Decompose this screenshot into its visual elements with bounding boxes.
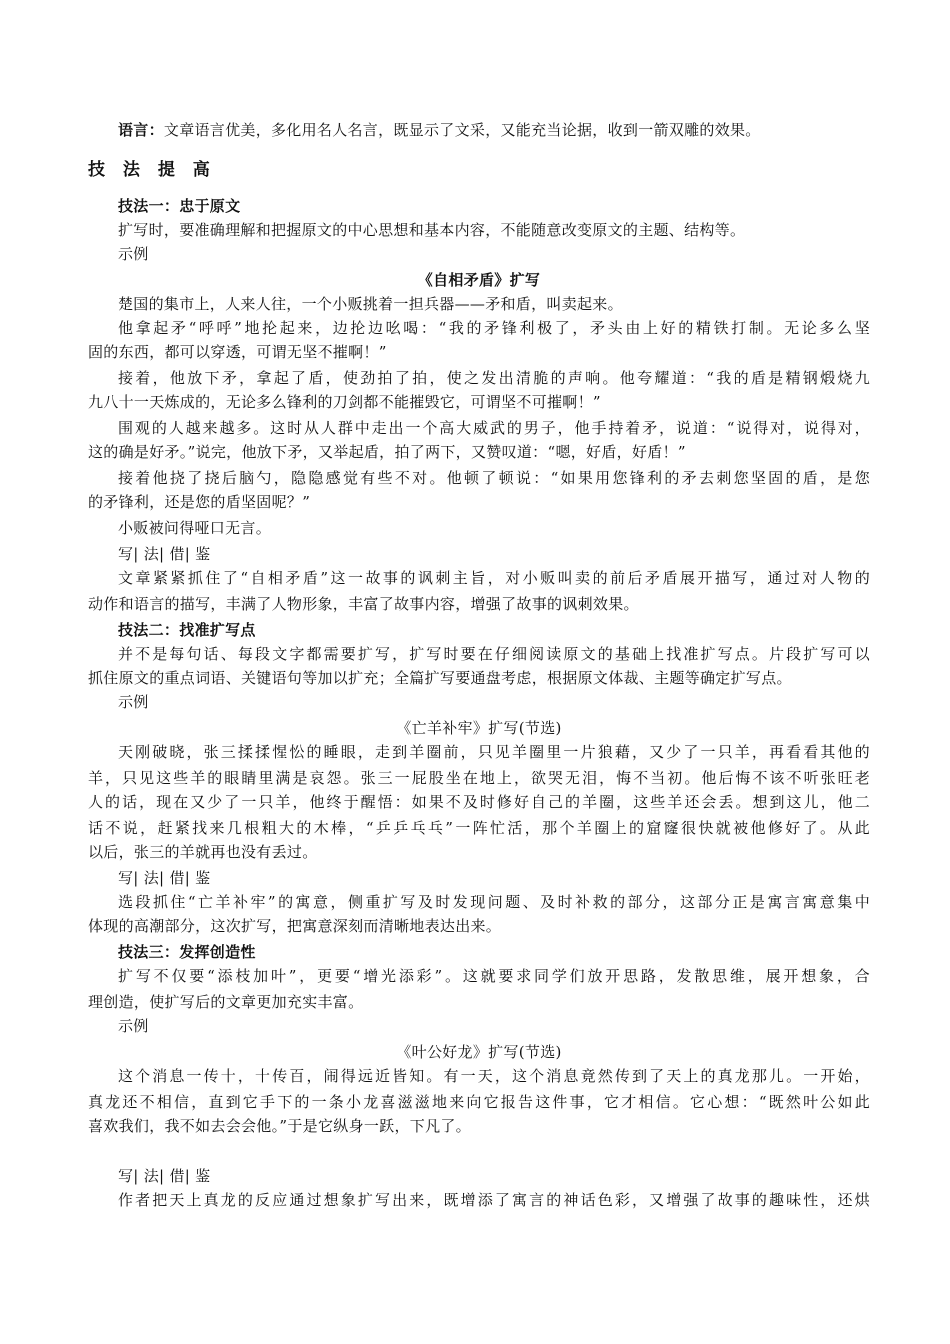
- story-line: 天刚破晓，张三揉揉惺忪的睡眼，走到羊圈前，只见羊圈里一片狼藉，又少了一只羊，再看看其他的: [118, 743, 870, 761]
- technique2-heading: 技法二：找准扩写点: [118, 621, 256, 639]
- technique3-review-label: 写| 法| 借| 鉴: [118, 1167, 211, 1185]
- technique1-example-title: 《自相矛盾》扩写: [417, 271, 541, 289]
- intro-paragraph: [118, 118, 870, 142]
- technique2-example-title: 《亡羊补牢》扩写(节选): [396, 719, 562, 737]
- story-line: 喜欢我们，我不如去会会他。”于是它纵身一跃，下凡了。: [88, 1117, 471, 1135]
- technique3-example-label: 示例: [118, 1017, 149, 1035]
- review-line: 作者把天上真龙的反应通过想象扩写出来，既增添了寓言的神话色彩，又增强了故事的趣味性，还烘: [118, 1191, 870, 1209]
- technique1-example-label: 示例: [118, 245, 149, 263]
- technique3-example-title: 《叶公好龙》扩写(节选): [396, 1043, 562, 1061]
- technique1-heading: 技法一：忠于原文: [118, 197, 241, 215]
- story-line: 接着他挠了挠后脑勺，隐隐感觉有些不对。他顿了顿说：“如果用您锋利的矛去刺您坚固的盾，是您: [118, 469, 870, 487]
- technique1-desc: 扩写时，要准确理解和把握原文的中心思想和基本内容，不能随意改变原文的主题、结构等。: [118, 221, 746, 239]
- story-line: 接着，他放下矛，拿起了盾，使劲拍了拍，使之发出清脆的声响。他夸耀道：“我的盾是精钢煅烧九: [118, 369, 870, 387]
- technique2-example-label: 示例: [118, 693, 149, 711]
- story-line: 小贩被问得哑口无言。: [118, 519, 272, 537]
- story-line: 人的话，现在又少了一只羊，他终于醒悟：如果不及时修好自己的羊圈，这些羊还会丢。想到这儿，他二: [88, 793, 870, 811]
- story-line: 九八十一天炼成的，无论多么锋利的刀剑都不能摧毁它，可谓坚不可摧啊！”: [88, 393, 601, 411]
- review-line: 动作和语言的描写，丰满了人物形象，丰富了故事内容，增强了故事的讽刺效果。: [88, 595, 639, 613]
- desc-line: 理创造，使扩写后的文章更加充实丰富。: [88, 993, 364, 1011]
- review-line: 文章紧紧抓住了“自相矛盾”这一故事的讽刺主旨，对小贩叫卖的前后矛盾展开描写，通过对人物的: [118, 569, 870, 587]
- desc-line: 扩写不仅要“添枝加叶”，更要“增光添彩”。这就要求同学们放开思路，发散思维，展开想象，合: [118, 967, 870, 985]
- story-line: 以后，张三的羊就再也没有丢过。: [88, 843, 318, 861]
- story-line: 固的东西，都可以穿透，可谓无坚不摧啊！”: [88, 343, 387, 361]
- story-line: 这个消息一传十，十传百，闹得远近皆知。有一天，这个消息竟然传到了天上的真龙那儿。一开始，: [118, 1067, 870, 1085]
- story-line: 话不说，赶紧找来几根粗大的木棒，“乒乒乓乓”一阵忙活，那个羊圈上的窟窿很快就被他修好了。从此: [88, 819, 870, 837]
- intro-text: 文章语言优美，多化用名人名言，既显示了文采，又能充当论据，收到一箭双雕的效果。: [163, 121, 761, 139]
- intro-label: 语言：: [118, 121, 164, 139]
- technique2-review-label: 写| 法| 借| 鉴: [118, 869, 211, 887]
- story-line: 围观的人越来越多。这时从人群中走出一个高大威武的男子，他手持着矛，说道：“说得对，说得对，: [118, 419, 870, 437]
- review-line: 选段抓住“亡羊补牢”的寓意，侧重扩写及时发现问题、及时补救的部分，这部分正是寓言寓意集中: [118, 893, 870, 911]
- story-line: 真龙还不相信，直到它手下的一条小龙喜滋滋地来向它报告这件事，它才相信。它心想：“既然叶公如此: [88, 1093, 870, 1111]
- section-title: 技 法 提 高: [88, 160, 216, 180]
- story-line: 羊，只见这些羊的眼睛里满是哀怨。张三一屁股坐在地上，欲哭无泪，悔不当初。他后悔不该不听张旺老: [88, 769, 870, 787]
- story-line: 楚国的集市上，人来人往，一个小贩挑着一担兵器——矛和盾，叫卖起来。: [118, 295, 623, 313]
- story-line: 他拿起矛“呼呼”地抡起来，边抡边吆喝：“我的矛锋利极了，矛头由上好的精铁打制。无论多么坚: [118, 319, 870, 337]
- technique1-review-label: 写| 法| 借| 鉴: [118, 545, 211, 563]
- story-line: 这的确是好矛。”说完，他放下矛，又举起盾，拍了两下，又赞叹道：“嗯，好盾，好盾！”: [88, 443, 686, 461]
- review-line: 体现的高潮部分，这次扩写，把寓意深刻而清晰地表达出来。: [88, 917, 502, 935]
- story-line: 的矛锋利，还是您的盾坚固呢？”: [88, 493, 311, 511]
- technique3-heading: 技法三：发挥创造性: [118, 943, 256, 961]
- desc-line: 并不是每句话、每段文字都需要扩写，扩写时要在仔细阅读原文的基础上找准扩写点。片段扩写可以: [118, 645, 870, 663]
- desc-line: 抓住原文的重点词语、关键语句等加以扩充；全篇扩写要通盘考虑，根据原文体裁、主题等确定扩写点。: [88, 669, 792, 687]
